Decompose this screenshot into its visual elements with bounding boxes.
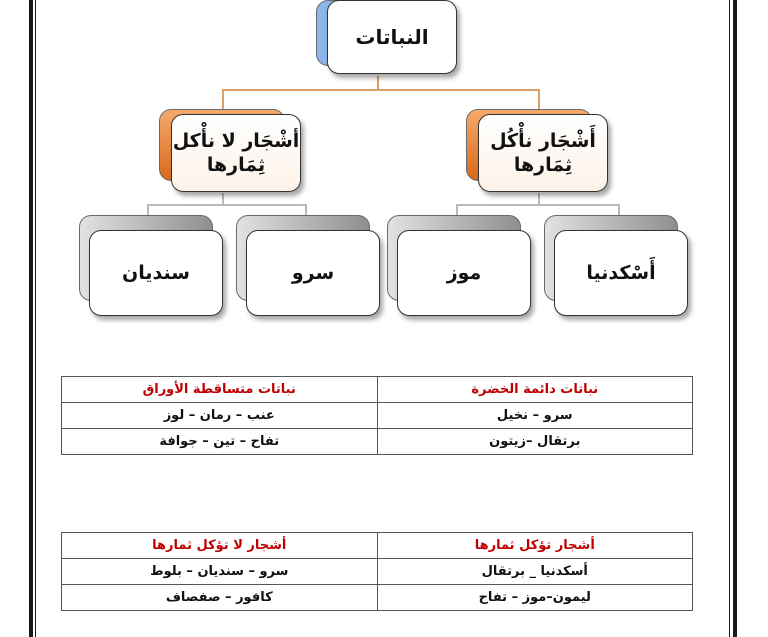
table-header-row bbox=[62, 377, 693, 403]
root-connector-horizontal bbox=[222, 89, 540, 91]
table-evergreen-deciduous bbox=[61, 376, 693, 455]
left-branch-horizontal bbox=[147, 204, 307, 206]
table-header-cell: أشجار تؤكل ثمارها bbox=[377, 533, 693, 559]
page-border-right-inner bbox=[729, 0, 730, 637]
table-row bbox=[62, 429, 693, 455]
branch-left-connector bbox=[222, 89, 224, 111]
table-header-cell: أشجار لا تؤكل ثمارها bbox=[62, 533, 378, 559]
leaf-node-4: سنديان bbox=[89, 230, 223, 316]
branch-node-left: أشْجَار لا نأْكل ثِمَارها bbox=[171, 114, 301, 192]
branch-node-right: أَشْجَار نأْكُل ثِمَارها bbox=[478, 114, 608, 192]
table-cell: أسكدنيا _ برتقال bbox=[377, 559, 693, 585]
table-cell: سرو – نخيل bbox=[377, 403, 693, 429]
table-cell: ليمون–موز – تفاح bbox=[377, 585, 693, 611]
table-edible-fruit-trees bbox=[61, 532, 693, 611]
page-border-left-inner bbox=[35, 0, 36, 637]
root-connector-vertical bbox=[377, 76, 379, 90]
table-row bbox=[62, 585, 693, 611]
table-cell: كافور – صفصاف bbox=[62, 585, 378, 611]
table-header-cell: نباتات دائمة الخضرة bbox=[377, 377, 693, 403]
table-row bbox=[62, 559, 693, 585]
table-row bbox=[62, 403, 693, 429]
root-node: النباتات bbox=[327, 0, 457, 74]
table-cell: تفاح – تين – جوافة bbox=[62, 429, 378, 455]
table-cell: سرو – سنديان – بلوط bbox=[62, 559, 378, 585]
table-header-row bbox=[62, 533, 693, 559]
leaf-node-1: أَسْكدنيا bbox=[554, 230, 688, 316]
table-cell: برتقال –زيتون bbox=[377, 429, 693, 455]
page-border-left bbox=[29, 0, 33, 637]
table-header-cell: نباتات متساقطة الأوراق bbox=[62, 377, 378, 403]
branch-right-connector bbox=[538, 89, 540, 111]
table-cell: عنب – رمان – لوز bbox=[62, 403, 378, 429]
right-branch-horizontal bbox=[456, 204, 620, 206]
leaf-node-3: سرو bbox=[246, 230, 380, 316]
page-border-right bbox=[733, 0, 737, 637]
leaf-node-2: موز bbox=[397, 230, 531, 316]
